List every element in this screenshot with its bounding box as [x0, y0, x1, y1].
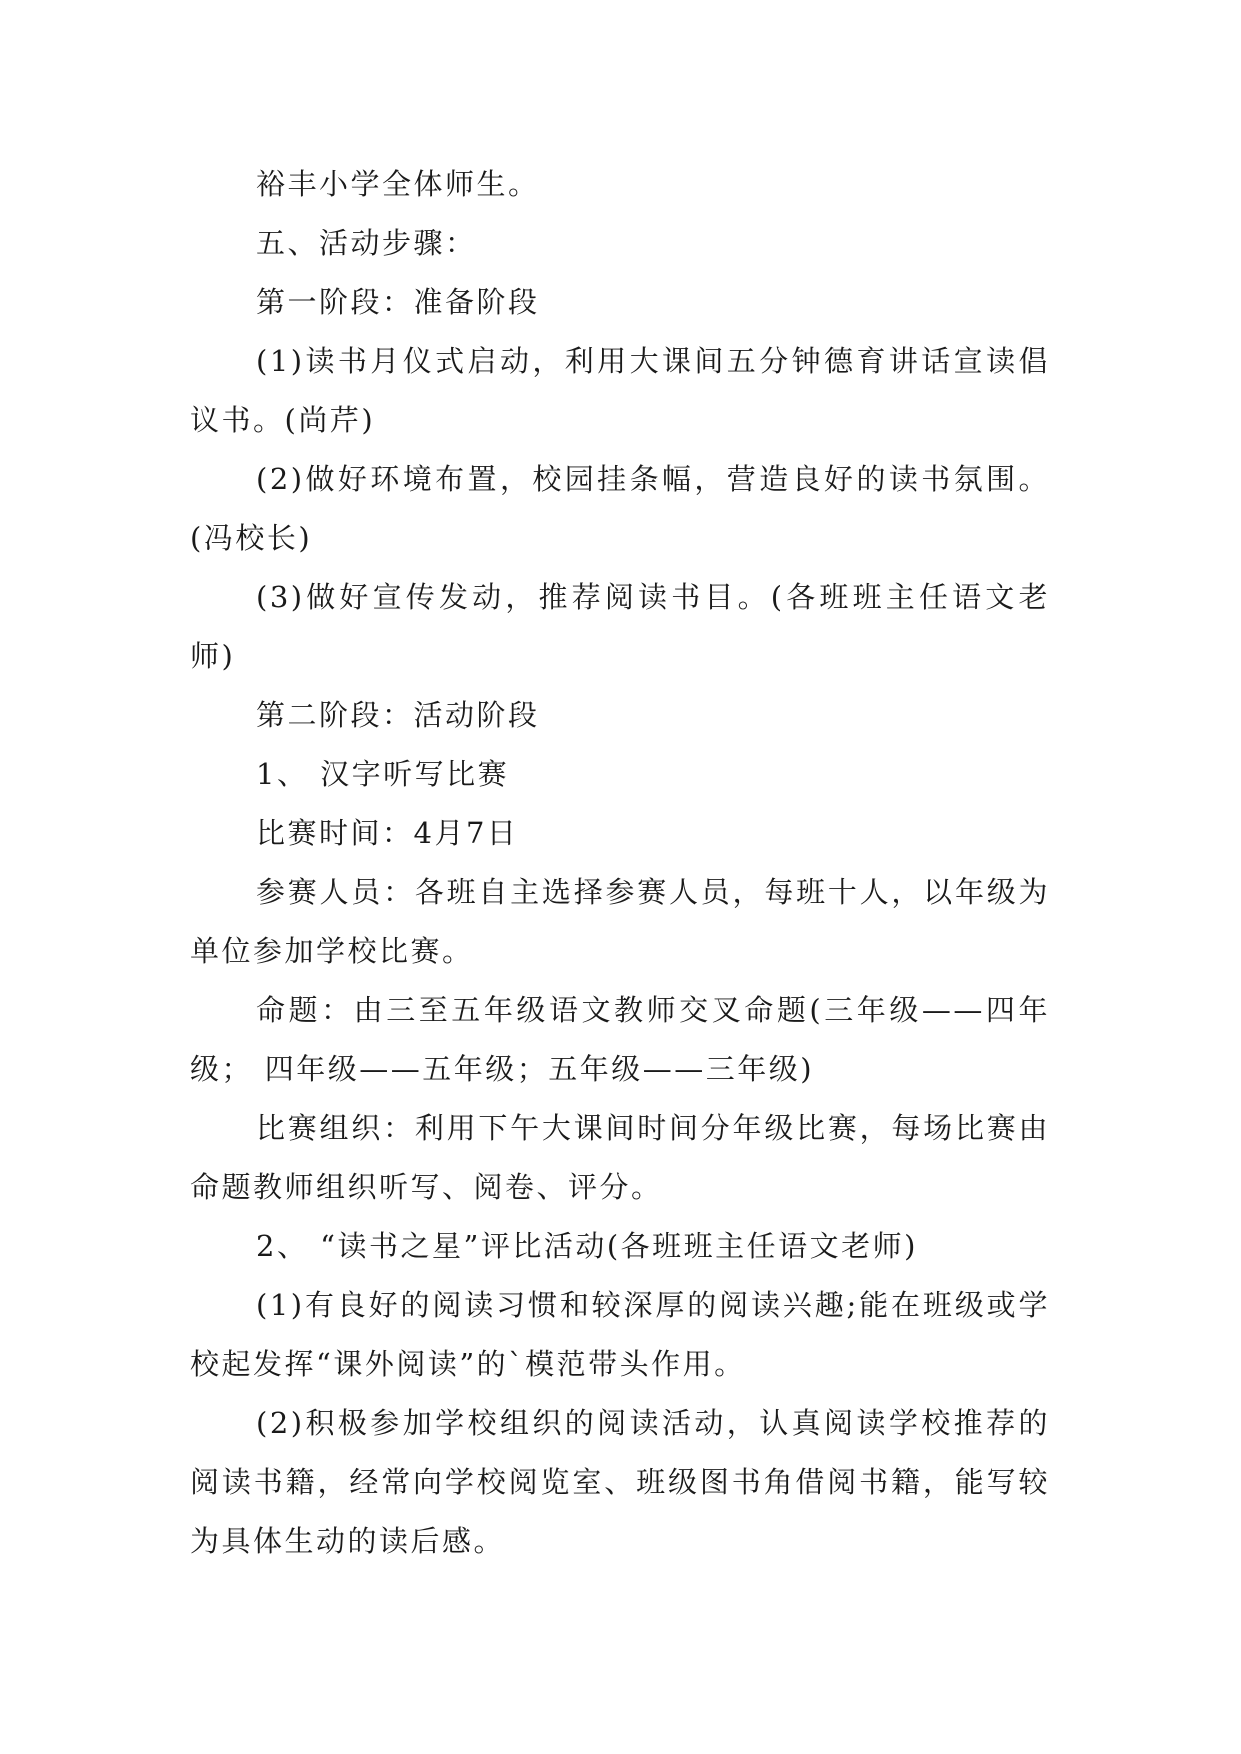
paragraph-participants: 参赛人员：各班自主选择参赛人员，每班十人，以年级为单位参加学校比赛。 — [190, 875, 1050, 968]
stage-heading-activity: 第二阶段：活动阶段 — [256, 698, 540, 732]
paragraph-criterion-1: (1)有良好的阅读习惯和较深厚的阅读兴趣;能在班级或学校起发挥“课外阅读”的`模范带头作用。 — [190, 1288, 1050, 1381]
paragraph-step-2: (2)做好环境布置，校园挂条幅，营造良好的读书氛围。(冯校长) — [190, 462, 1050, 555]
document-body — [190, 155, 1050, 1571]
paragraph-competition-time: 比赛时间：4月7日 — [256, 816, 519, 850]
paragraph-criterion-2: (2)积极参加学校组织的阅读活动，认真阅读学校推荐的阅读书籍，经常向学校阅览室、班级图书角借阅书籍，能写较为具体生动的读后感。 — [190, 1406, 1050, 1558]
item-heading-reading-star: 2、 “读书之星”评比活动(各班班主任语文老师) — [256, 1229, 918, 1263]
paragraph-step-3: (3)做好宣传发动，推荐阅读书目。(各班班主任语文老师) — [190, 580, 1050, 673]
paragraph-audience: 裕丰小学全体师生。 — [256, 167, 540, 201]
paragraph-step-1: (1)读书月仪式启动，利用大课间五分钟德育讲话宣读倡议书。(尚芹) — [190, 344, 1050, 437]
section-heading-steps: 五、活动步骤： — [256, 226, 477, 260]
paragraph-question-setting: 命题：由三至五年级语文教师交叉命题(三年级——四年级； 四年级——五年级；五年级——三年级) — [190, 993, 1050, 1086]
stage-heading-preparation: 第一阶段：准备阶段 — [256, 285, 540, 319]
item-heading-dictation: 1、 汉字听写比赛 — [256, 757, 510, 791]
paragraph-organization: 比赛组织：利用下午大课间时间分年级比赛，每场比赛由命题教师组织听写、阅卷、评分。 — [190, 1111, 1050, 1204]
